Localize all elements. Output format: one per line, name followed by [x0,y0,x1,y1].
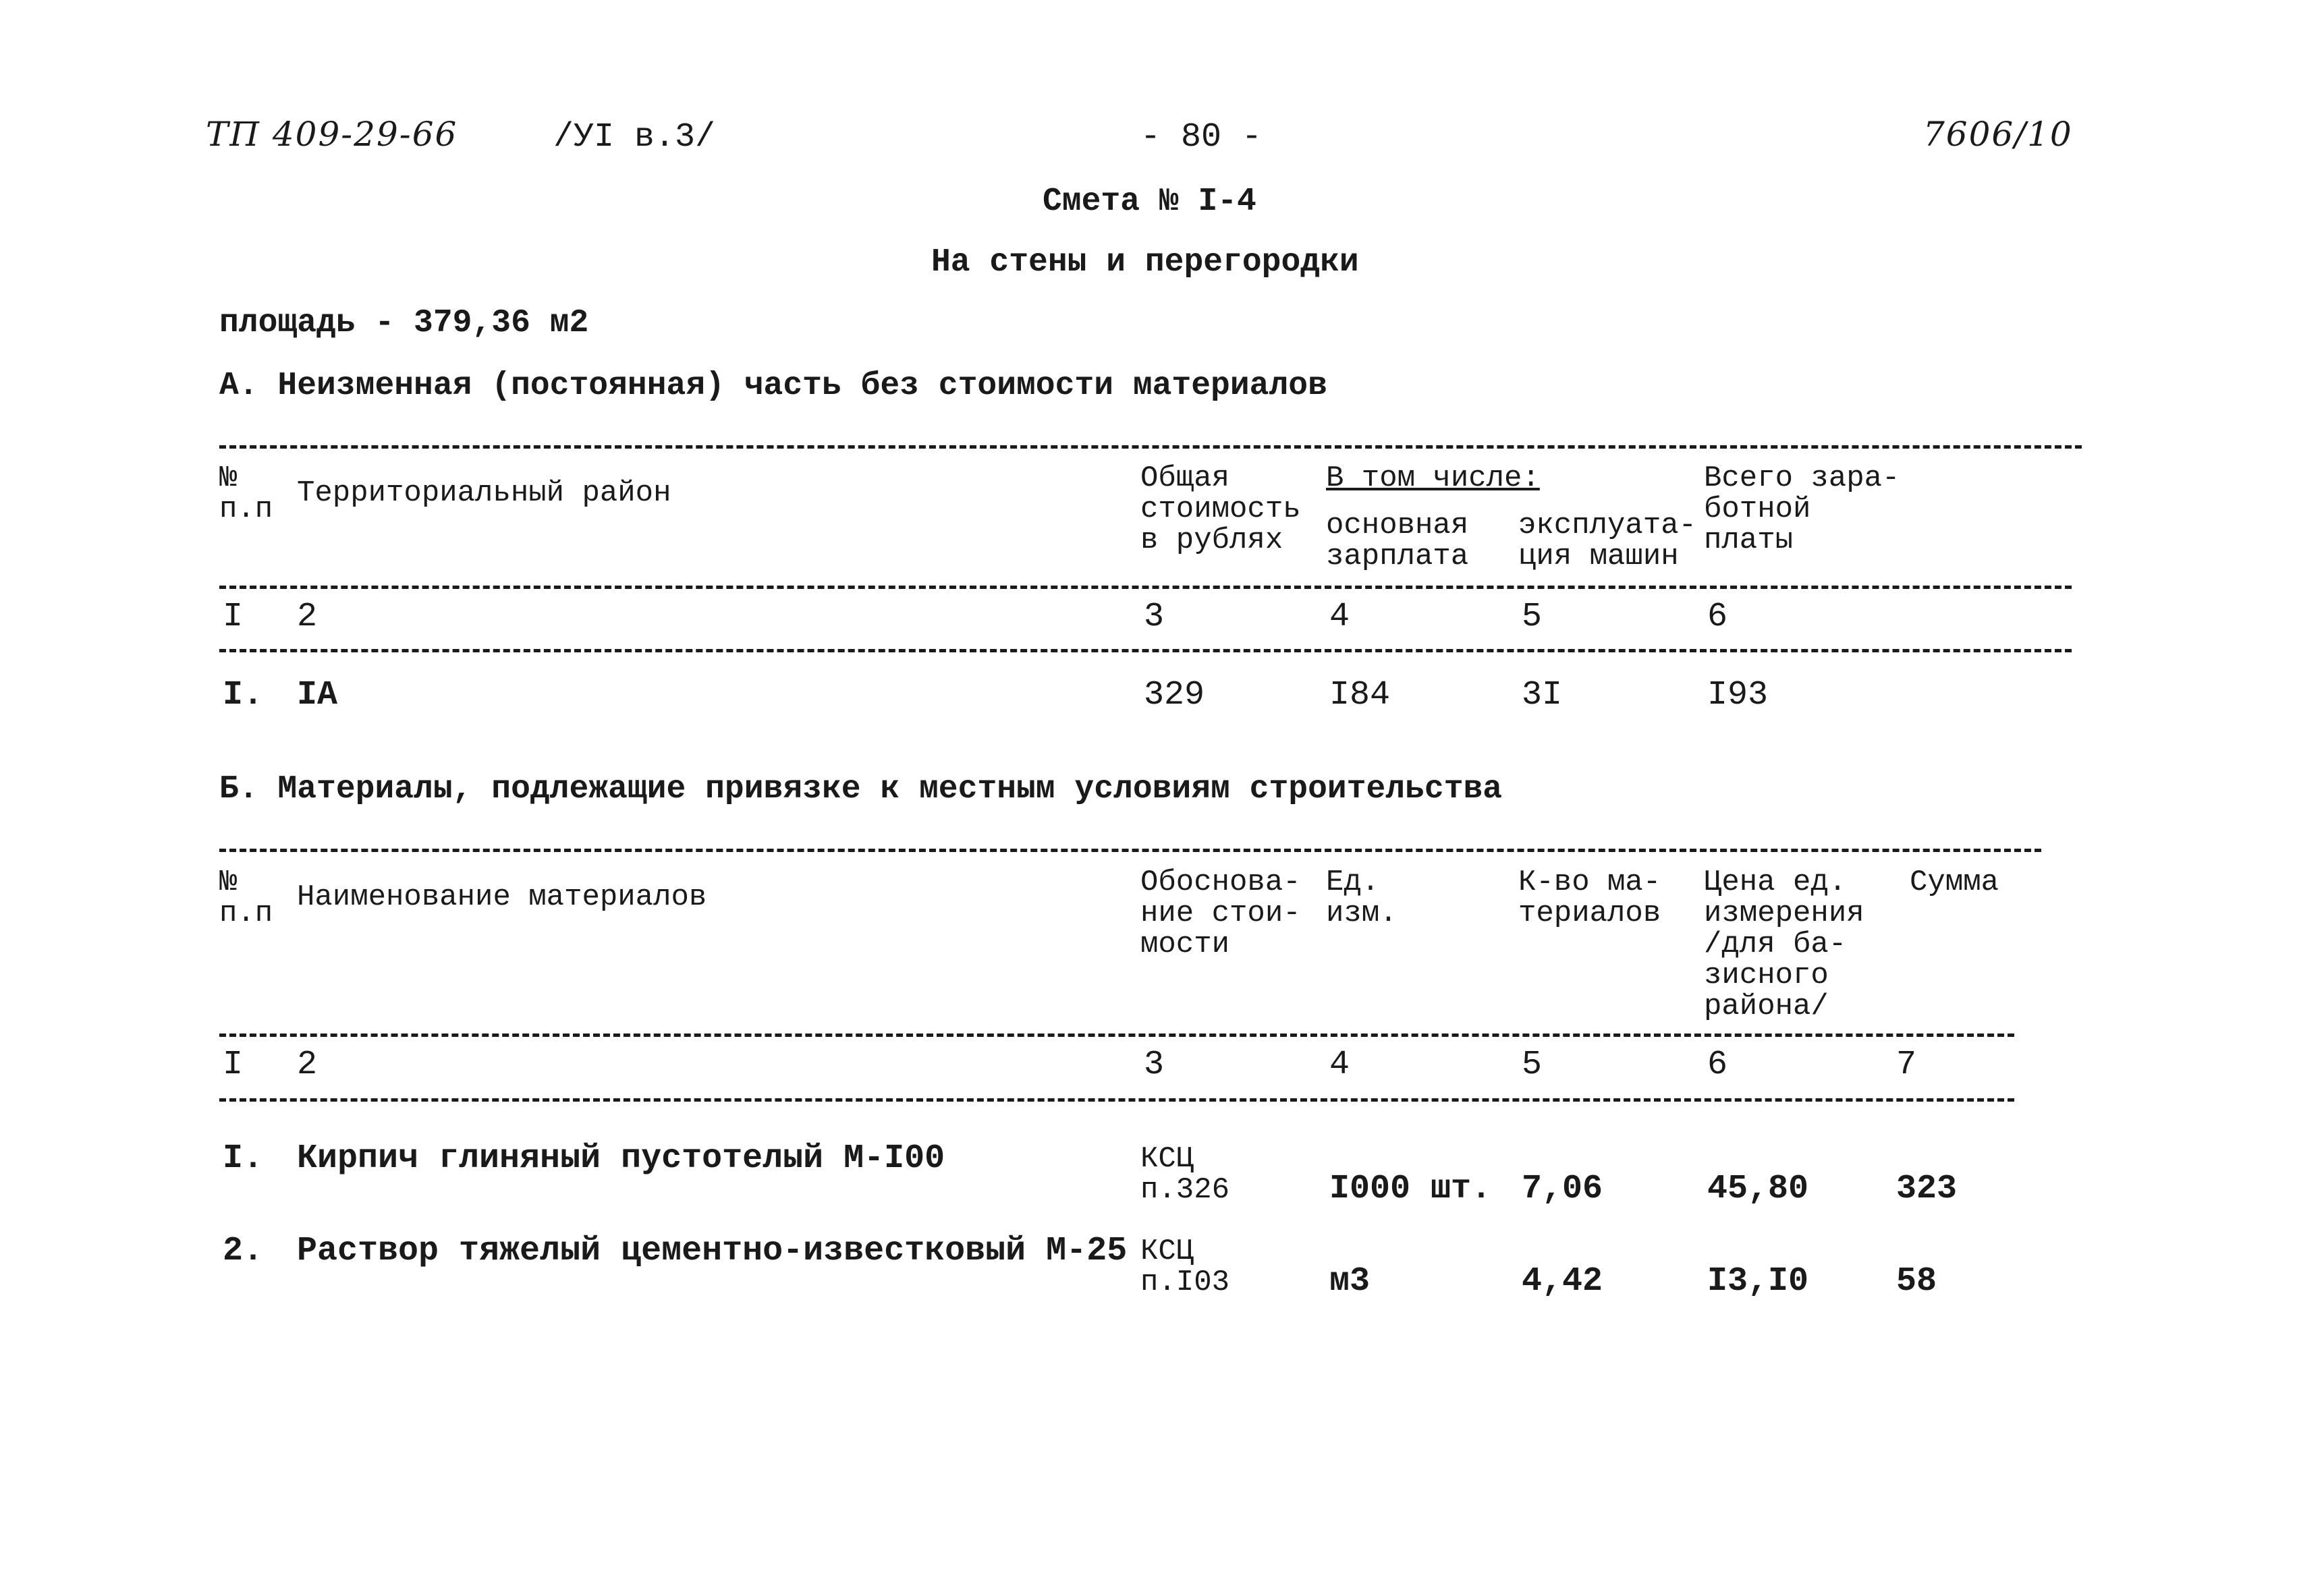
col-number: 5 [1522,598,1543,636]
col-number: 6 [1707,1046,1728,1084]
area-line: площадь - 379,36 м2 [219,305,589,341]
col-num-header: № п.п [219,461,273,526]
row-basis: КСЦ п.I03 [1140,1235,1230,1299]
table-rule [219,849,2041,852]
col-number: 5 [1522,1046,1543,1084]
row-price: 45,80 [1707,1170,1809,1208]
col-price-header: Цена ед. измерения /для ба- зисного района/ [1704,866,1864,1023]
col-number: 3 [1144,598,1165,636]
row-num: 2. [223,1232,264,1270]
row-qty: 7,06 [1522,1170,1603,1208]
row-basic-wage: I84 [1329,676,1391,714]
col-number: I [223,1046,244,1084]
col-number: 4 [1329,1046,1350,1084]
row-unit: м3 [1329,1262,1371,1301]
col-number: 4 [1329,598,1350,636]
row-total: 329 [1144,676,1205,714]
col-basic-wage-header: основная зарплата [1326,509,1469,573]
row-unit: I000 шт. [1329,1170,1492,1208]
col-name-header: Наименование материалов [297,880,707,914]
row-num: I. [223,1139,264,1178]
row-price: I3,I0 [1707,1262,1809,1301]
col-qty-header: К-во ма- териалов [1518,866,1661,930]
col-total-wage-header: Всего зара- ботной платы [1704,461,1900,557]
col-machines-header: эксплуата- ция машин [1518,509,1697,573]
col-district-header: Территориальный район [297,476,671,510]
col-unit-header: Ед. изм. [1326,866,1398,930]
table-rule [219,445,2082,449]
doc-code: ТП 409-29-66 [206,115,458,154]
col-num-header: № п.п [219,866,273,930]
col-number: 2 [297,1046,318,1084]
table-rule [219,586,2072,589]
table-rule [219,1033,2014,1037]
row-basis: КСЦ п.326 [1140,1142,1230,1207]
row-name: Кирпич глиняный пустотелый М-I00 [297,1139,945,1178]
section-code: /УI в.3/ [553,118,716,157]
row-machines: 3I [1522,676,1563,714]
archive-number: 7606/10 [1923,115,2073,154]
col-including-header: В том числе: [1326,461,1540,495]
table-rule [219,1098,2014,1102]
row-name: Раствор тяжелый цементно-известковый М-25 [297,1232,1128,1270]
row-qty: 4,42 [1522,1262,1603,1301]
estimate-subject: На стены и перегородки [931,244,1359,281]
col-number: I [223,598,244,636]
page-number: - 80 - [1140,118,1263,157]
row-district: IA [297,676,338,714]
row-total-wage: I93 [1707,676,1769,714]
estimate-title: Смета № I-4 [1043,183,1256,220]
row-sum: 58 [1896,1262,1937,1301]
section-b-heading: Б. Материалы, подлежащие привязке к местным условиям строительства [219,771,1503,808]
section-a-heading: А. Неизменная (постоянная) часть без стоимости материалов [219,368,1327,404]
col-number: 2 [297,598,318,636]
col-total-header: Общая стоимость в рублях [1140,461,1301,557]
table-rule [219,649,2072,652]
row-num: I. [223,676,264,714]
col-basis-header: Обоснова- ние стои- мости [1140,866,1301,961]
col-number: 7 [1896,1046,1917,1084]
col-number: 6 [1707,598,1728,636]
row-sum: 323 [1896,1170,1958,1208]
col-sum-header: Сумма [1910,866,1999,899]
col-number: 3 [1144,1046,1165,1084]
